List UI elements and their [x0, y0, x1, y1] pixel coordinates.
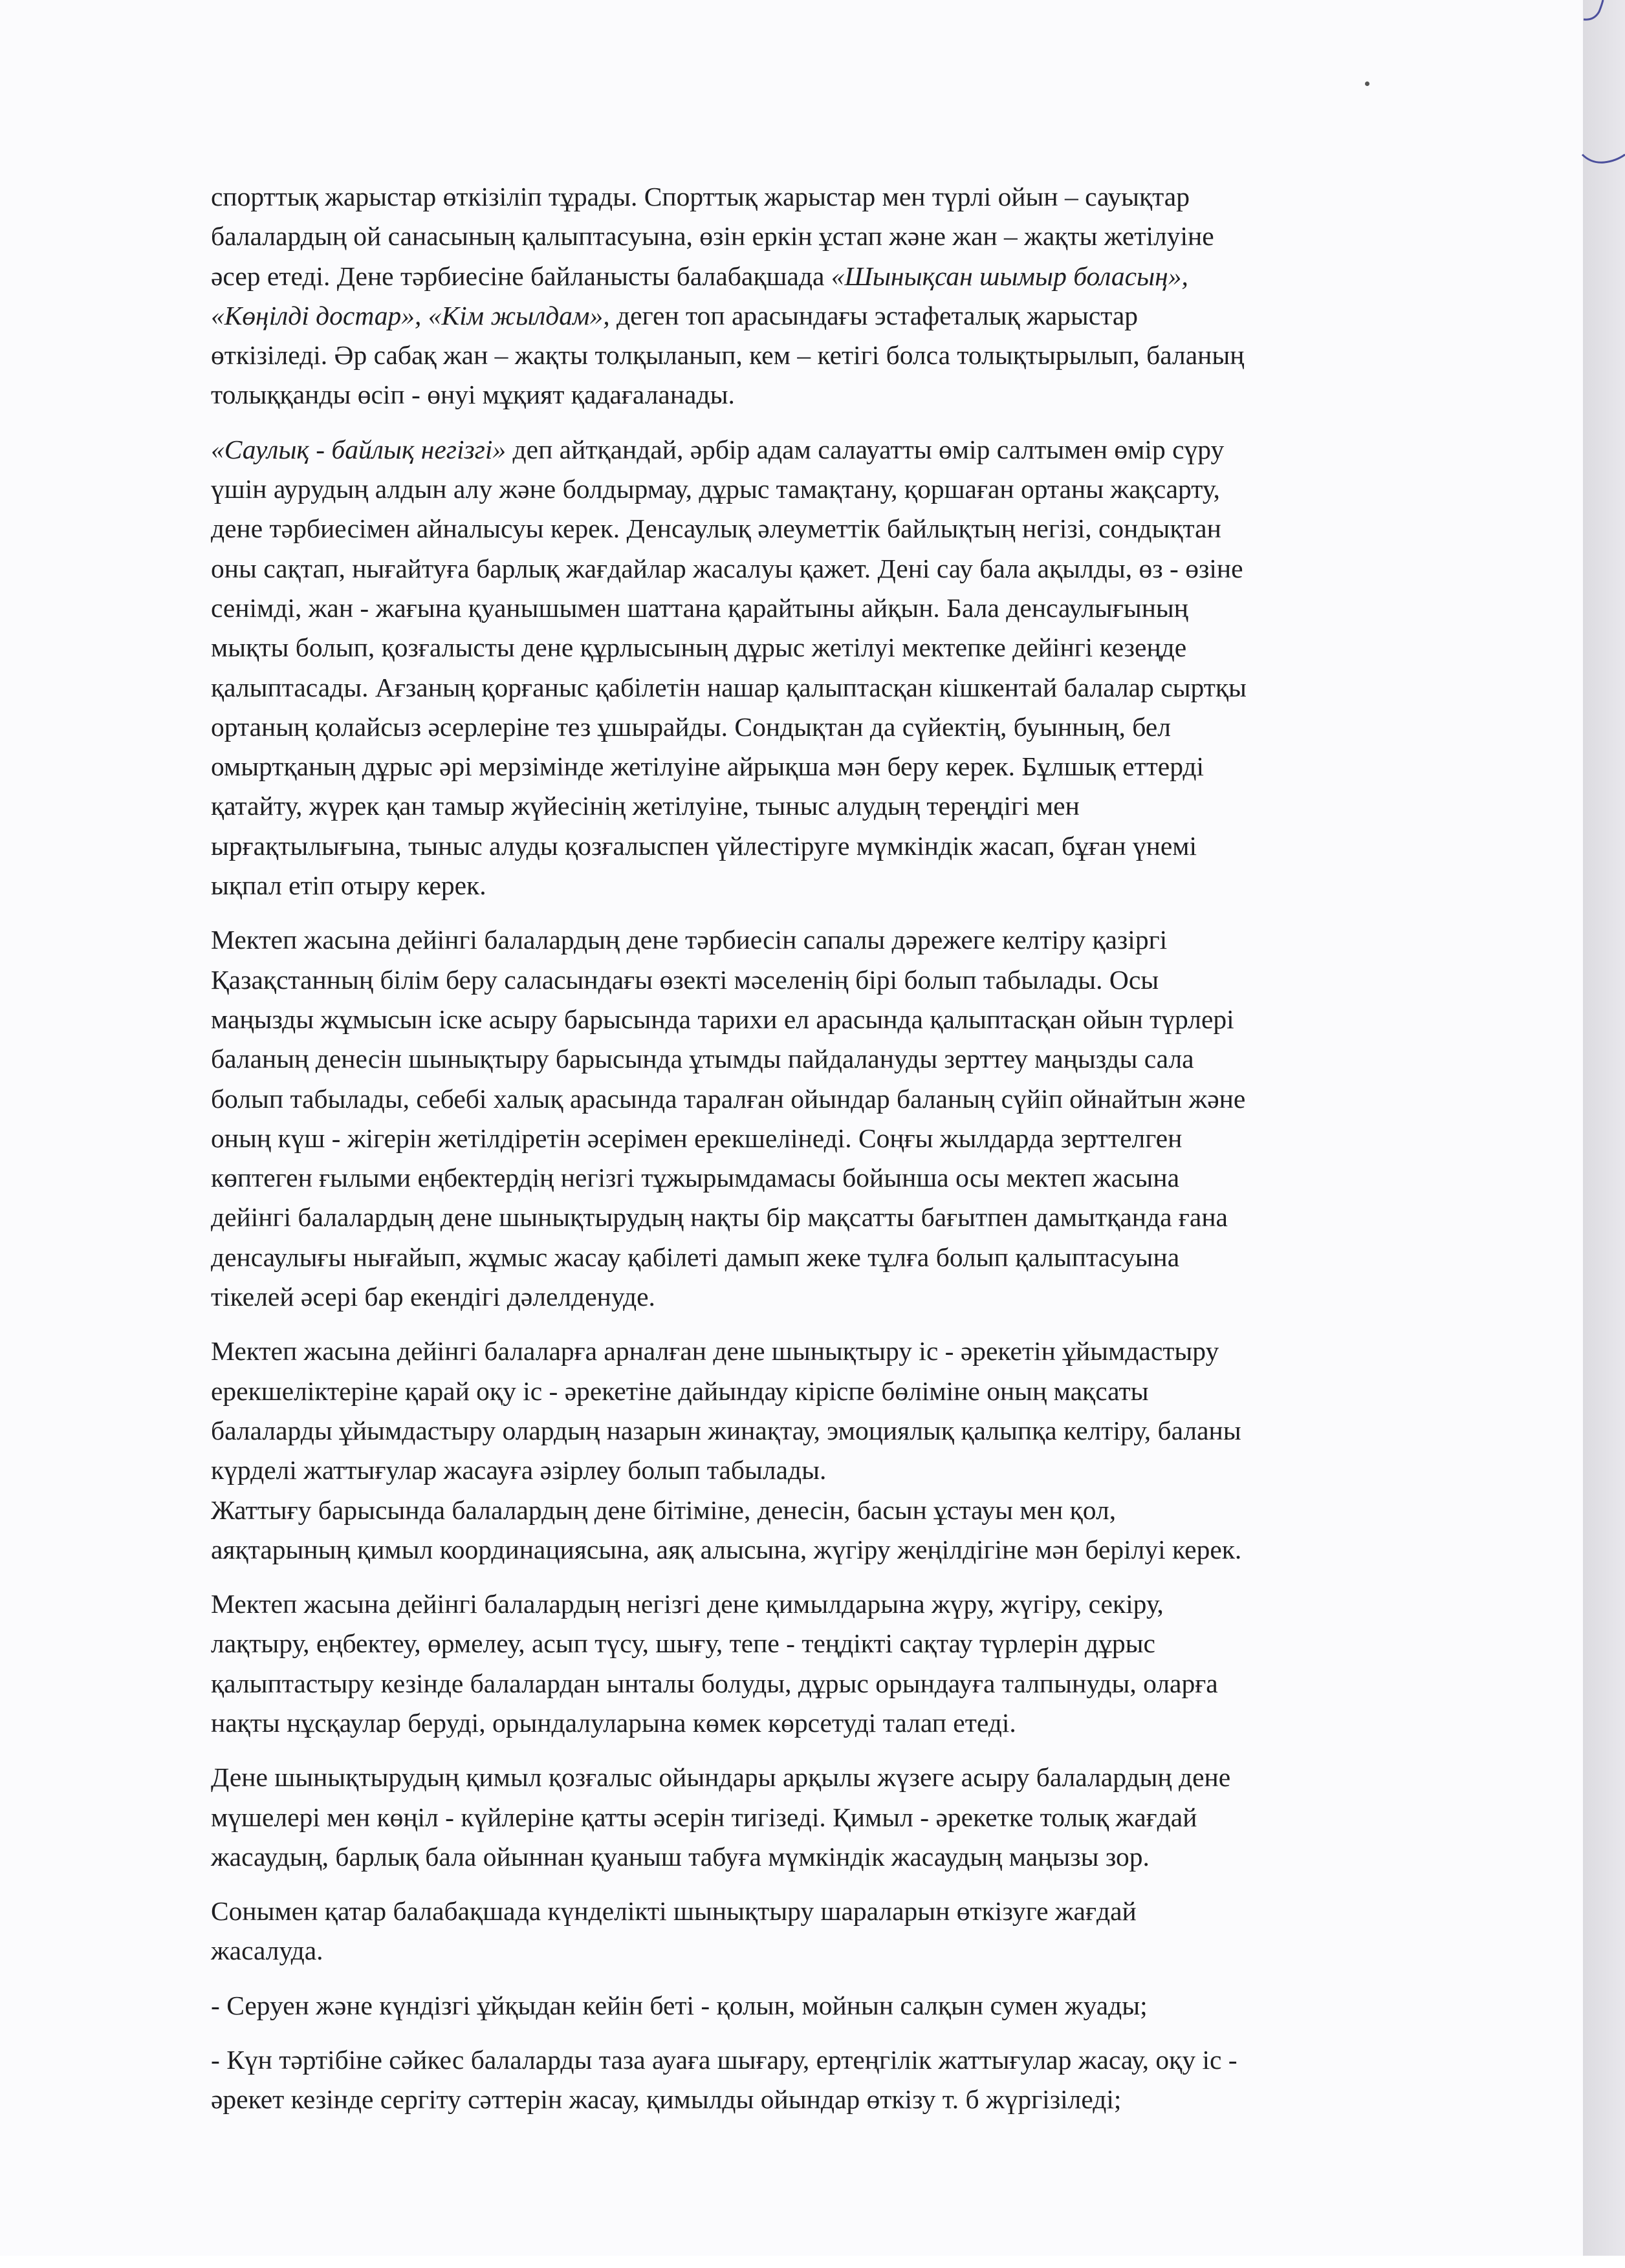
text-line	[211, 920, 1479, 960]
text-line	[211, 1158, 1479, 1198]
body-text: денсаулығы нығайып, жұмыс жасау қабілеті дамып жеке тұлға болып қалыптасуына	[211, 1242, 1180, 1272]
text-line	[211, 1584, 1479, 1624]
text-line	[211, 375, 1479, 415]
text-line	[211, 1530, 1479, 1570]
paragraph	[211, 1986, 1479, 2025]
text-line	[211, 296, 1479, 336]
text-line	[211, 2080, 1479, 2119]
text-line	[211, 1703, 1479, 1743]
body-text: омыртқаның дұрыс әрі мерзімінде жетілуіне айрықша мән беру керек. Бұлшық еттерді	[211, 751, 1205, 782]
body-text: маңызды жұмысын іске асыру барысында тарихи ел арасында қалыптасқан ойын түрлері	[211, 1004, 1234, 1034]
text-line	[211, 628, 1479, 667]
body-text: лақтыру, еңбектеу, өрмелеу, асып түсу, шығу, тепе - теңдікті сақтау түрлерін дұрыс	[211, 1628, 1155, 1659]
text-line	[211, 1119, 1479, 1158]
italic-quote-text: «Көңілді достар», «Кім жылдам»,	[211, 300, 610, 330]
text-line	[211, 257, 1479, 296]
body-text: дейінгі балалардың дене шынықтырудың нақты бір мақсатты бағытпен дамытқанда ғана	[211, 1202, 1228, 1233]
text-line	[211, 1451, 1479, 1490]
document-body	[211, 177, 1479, 2135]
paragraph	[211, 920, 1479, 1317]
paragraph	[211, 430, 1479, 906]
body-text: мықты болып, қозғалысты дене құрлысының дұрыс жетілуі мектепке дейінгі кезеңде	[211, 632, 1187, 663]
text-line	[211, 1986, 1479, 2025]
text-line	[211, 1411, 1479, 1451]
body-text: Жаттығу барысында балалардың дене бітіміне, денесін, басын ұстауы мен қол,	[211, 1495, 1117, 1525]
text-line	[211, 1491, 1479, 1530]
text-line	[211, 668, 1479, 707]
text-line	[211, 747, 1479, 786]
text-line	[211, 589, 1479, 628]
body-text: деп айтқандай, әрбір адам салауатты өмір салтымен өмір сүру	[506, 434, 1225, 464]
body-text: ерекшеліктеріне қарай оқу іс - әрекетіне дайындау кіріспе бөліміне оның мақсаты	[211, 1376, 1149, 1406]
text-line	[211, 1332, 1479, 1371]
text-line	[211, 430, 1479, 470]
body-text: аяқтарының қимыл координациясына, аяқ алысына, жүгіру жеңілдігіне мән берілуі керек.	[211, 1534, 1242, 1564]
body-text: - Күн тәртібіне сәйкес балаларды таза ауаға шығару, ертеңгілік жаттығулар жасау, оқу іс -	[211, 2045, 1238, 2075]
body-text: Мектеп жасына дейінгі балаларға арналған дене шынықтыру іс - әрекетін ұйымдастыру	[211, 1336, 1219, 1366]
ink-speck	[1365, 81, 1369, 86]
body-text: сенімді, жан - жағына қуанышымен шаттана қарайтыны айқын. Бала денсаулығының	[211, 592, 1189, 623]
body-text: өткізіледі. Әр сабақ жан – жақты толқыланып, кем – кетігі болса толықтырылып, баланың	[211, 340, 1245, 371]
text-line	[211, 1758, 1479, 1797]
body-text: әрекет кезінде сергіту сәттерін жасау, қимылды ойындар өткізу т. б жүргізіледі;	[211, 2084, 1122, 2115]
body-text: оны сақтап, нығайтуға барлық жағдайлар жасалуы қажет. Дені сау бала ақылды, өз - өзіне	[211, 553, 1243, 583]
body-text: дене тәрбиесімен айналысуы керек. Денсаулық әлеуметтік байлықтың негізі, сондықтан	[211, 513, 1221, 544]
paragraph	[211, 1892, 1479, 1971]
text-line	[211, 1000, 1479, 1039]
body-text: ықпал етіп отыру керек.	[211, 870, 486, 901]
body-text: қатайту, жүрек қан тамыр жүйесінің жетілуіне, тыныс алудың тереңдігі мен	[211, 791, 1080, 821]
paragraph	[211, 2040, 1479, 2120]
body-text: Қазақстанның білім беру саласындағы өзекті мәселенің бірі болып табылады. Осы	[211, 964, 1159, 995]
text-line	[211, 786, 1479, 826]
text-line	[211, 177, 1479, 217]
text-line	[211, 217, 1479, 256]
text-line	[211, 1079, 1479, 1119]
text-line	[211, 470, 1479, 509]
pen-stroke-middle-path	[1582, 155, 1625, 162]
body-text: балалардың ой санасының қалыптасуына, өзін еркін ұстап және жан – жақты жетілуіне	[211, 221, 1214, 252]
italic-quote-text: «Шынықсан шымыр боласың»,	[831, 261, 1188, 291]
body-text: көптеген ғылыми еңбектердің негізгі тұжырымдамасы бойынша осы мектеп жасына	[211, 1163, 1179, 1193]
body-text: тікелей әсері бар екендігі дәлелденуде.	[211, 1282, 655, 1312]
body-text: Сонымен қатар балабақшада күнделікті шынықтыру шараларын өткізуге жағдай	[211, 1896, 1137, 1927]
text-line	[211, 1931, 1479, 1971]
body-text: нақты нұсқаулар беруді, орындалуларына көмек көрсетуді талап етеді.	[211, 1707, 1016, 1738]
pen-stroke-top-path	[1584, 0, 1603, 19]
text-line	[211, 1238, 1479, 1277]
text-line	[211, 707, 1479, 747]
pen-stroke-mark-middle	[1578, 146, 1625, 171]
body-text: күрделі жаттығулар жасауға әзірлеу болып табылады.	[211, 1455, 827, 1485]
text-line	[211, 336, 1479, 375]
body-text: жасаудың, барлық бала ойыннан қуаныш табуға мүмкіндік жасаудың маңызы зор.	[211, 1841, 1150, 1872]
text-line	[211, 960, 1479, 1000]
scanner-bottom-edge	[0, 2256, 1625, 2268]
body-text: Мектеп жасына дейінгі балалардың дене тәрбиесін сапалы дәрежеге келтіру қазіргі	[211, 925, 1168, 955]
body-text: деген топ арасындағы эстафеталық жарыстар	[609, 300, 1139, 330]
text-line	[211, 1372, 1479, 1411]
text-line	[211, 826, 1479, 866]
text-line	[211, 1039, 1479, 1079]
scanner-background-strip	[1583, 0, 1625, 2256]
body-text: оның күш - жігерін жетілдіретін әсерімен ерекшелінеді. Соңғы жылдарда зерттелген	[211, 1123, 1183, 1153]
body-text: - Серуен және күндізгі ұйқыдан кейін беті - қолын, мойнын салқын сумен жуады;	[211, 1990, 1148, 2020]
text-line	[211, 2040, 1479, 2080]
paragraph	[211, 177, 1479, 415]
text-line	[211, 1277, 1479, 1317]
body-text: Мектеп жасына дейінгі балалардың негізгі дене қимылдарына жүру, жүгіру, секіру,	[211, 1589, 1164, 1619]
paragraph	[211, 1332, 1479, 1570]
body-text: үшін аурудың алдын алу және болдырмау, дұрыс тамақтану, қоршаған ортаны жақсарту,	[211, 474, 1220, 504]
body-text: жасалуда.	[211, 1936, 323, 1966]
body-text: Дене шынықтырудың қимыл қозғалыс ойындары арқылы жүзеге асыру балалардың дене	[211, 1762, 1231, 1793]
body-text: болып табылады, себебі халық арасында таралған ойындар баланың сүйіп ойнайтын және	[211, 1083, 1246, 1114]
text-line	[211, 549, 1479, 589]
body-text: баланың денесін шынықтыру барысында ұтымды пайдалануды зерттеу маңызды сала	[211, 1044, 1194, 1074]
text-line	[211, 1664, 1479, 1703]
body-text: қалыптасады. Ағзаның қорғаныс қабілетін нашар қалыптасқан кішкентай балалар сыртқы	[211, 672, 1247, 702]
text-line	[211, 1198, 1479, 1237]
italic-quote-text: «Саулық - байлық негізгі»	[211, 434, 507, 464]
body-text: ырғақтылығына, тыныс алуды қозғалыспен үйлестіруге мүмкіндік жасап, бұған үнемі	[211, 830, 1197, 861]
body-text: мүшелері мен көңіл - күйлеріне қатты әсерін тигізеді. Қимыл - әрекетке толық жағдай	[211, 1802, 1197, 1832]
pen-stroke-mark-top	[1578, 0, 1625, 26]
body-text: толыққанды өсіп - өнуі мұқият қадағаланады.	[211, 380, 735, 410]
body-text: балаларды ұйымдастыру олардың назарын жинақтау, эмоциялық қалыпқа келтіру, баланы	[211, 1415, 1241, 1445]
body-text: қалыптастыру кезінде балалардан ынталы болуды, дұрыс орындауға талпынуды, оларға	[211, 1668, 1218, 1698]
body-text: әсер етеді. Дене тәрбиесіне байланысты балабақшада	[211, 261, 831, 291]
paragraph	[211, 1584, 1479, 1743]
text-line	[211, 509, 1479, 548]
text-line	[211, 1624, 1479, 1663]
body-text: спорттық жарыстар өткізіліп тұрады. Спорттық жарыстар мен түрлі ойын – сауықтар	[211, 182, 1190, 211]
text-line	[211, 1837, 1479, 1877]
text-line	[211, 1798, 1479, 1837]
text-line	[211, 866, 1479, 905]
paragraph	[211, 1758, 1479, 1877]
body-text: ортаның қолайсыз әсерлеріне тез ұшырайды. Сондықтан да сүйектің, буынның, бел	[211, 711, 1171, 742]
text-line	[211, 1892, 1479, 1931]
